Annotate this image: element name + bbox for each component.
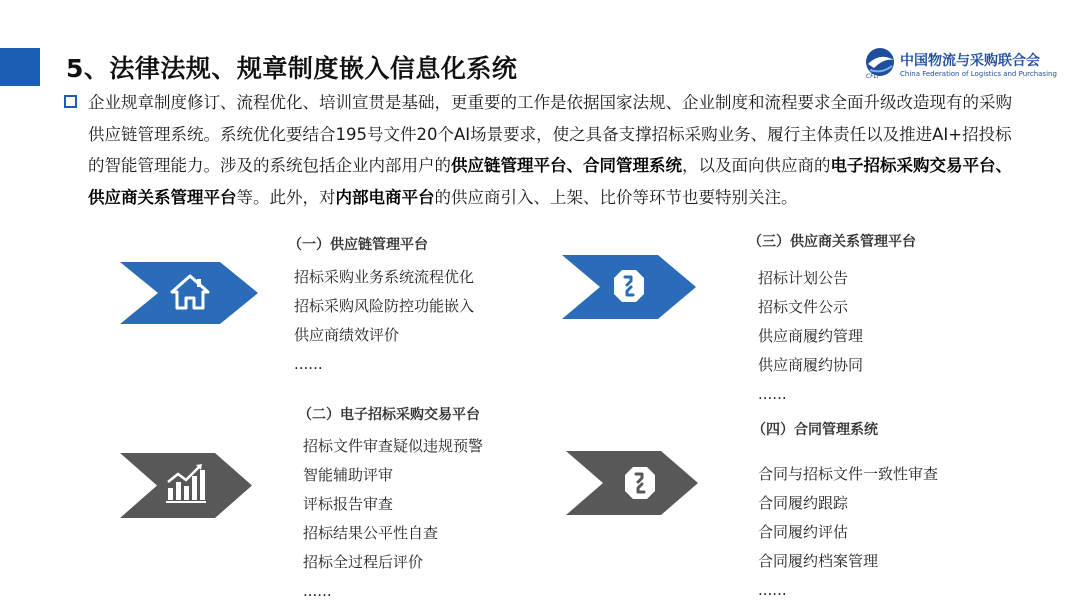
list-item: 合同履约跟踪 — [758, 494, 849, 512]
section-title-supplier-relations: （三）供应商关系管理平台 — [748, 234, 916, 250]
list-item: 评标报告审查 — [303, 495, 394, 513]
intro-text-3: 等。此外，对 — [236, 187, 336, 207]
bar-chart-icon — [164, 462, 208, 504]
section-list-e-bidding — [303, 432, 483, 606]
list-item: 招标结果公平性自查 — [303, 524, 439, 542]
list-item: ...... — [294, 355, 323, 373]
intro-text-1: 企业规章制度修订、流程优化、培训宣贯是基础，更重要的工作是依据国家法规、企业制度和流程要求全面升级改造现有的采购供应链管理系统。系统优化要结合195号文件20个AI场景要求，使之具备支撑招标采购业务、履行主体责任以及推进AI+招投标的智能管理能力。涉及的系统包括企业内部用户的 — [88, 93, 1012, 175]
list-item: ...... — [303, 582, 332, 600]
section-list-supplier-relations — [758, 264, 863, 409]
link-icon — [613, 269, 645, 303]
intro-text-4: 的供应商引入、上架、比价等环节也要特别关注。 — [434, 187, 798, 207]
intro-paragraph — [88, 87, 1018, 213]
list-item: 智能辅助评审 — [303, 466, 394, 484]
list-item: 合同履约评估 — [758, 523, 849, 541]
intro-text-2: ，以及面向供应商的 — [682, 156, 831, 175]
list-item: 招标计划公告 — [758, 269, 849, 287]
logo-english-name: China Federation of Logistics and Purchasing — [900, 70, 1057, 78]
logo-chinese-name: 中国物流与采购联合会 — [900, 53, 1040, 69]
title-accent-bar — [0, 48, 40, 86]
section-title-contract-management: （四）合同管理系统 — [752, 422, 878, 438]
list-item: 招标采购风险防控功能嵌入 — [294, 297, 475, 315]
list-item: 招标文件审查疑似违规预警 — [303, 437, 484, 455]
list-item: 合同与招标文件一致性审查 — [758, 465, 939, 483]
section-list-contract-management — [758, 460, 938, 605]
link-icon — [624, 466, 656, 500]
section-title-supply-chain: （一）供应链管理平台 — [288, 237, 428, 253]
list-item: ...... — [758, 581, 787, 599]
page-title: 5、法律法规、规章制度嵌入信息化系统 — [66, 54, 518, 83]
list-item: 招标采购业务系统流程优化 — [294, 268, 475, 286]
list-item: 供应商绩效评价 — [294, 326, 400, 344]
section-title-e-bidding: （二）电子招标采购交易平台 — [298, 407, 480, 423]
list-item: 招标文件公示 — [758, 298, 849, 316]
list-item: 合同履约档案管理 — [758, 552, 879, 570]
section-list-supply-chain — [294, 263, 474, 379]
list-item: 招标全过程后评价 — [303, 553, 424, 571]
square-bullet-icon — [64, 95, 77, 108]
intro-bold-3: 内部电商平台 — [335, 187, 435, 207]
list-item: ...... — [758, 385, 787, 403]
intro-bold-2: 电子招标采购交易平台、供应商关系管理平台 — [88, 156, 1012, 207]
list-item: 供应商履约协同 — [758, 356, 864, 374]
list-item: 供应商履约管理 — [758, 327, 864, 345]
logo-abbreviation: CFLP — [866, 73, 881, 80]
intro-bold-1: 供应链管理平台、合同管理系统 — [451, 156, 682, 175]
home-icon — [170, 274, 210, 312]
